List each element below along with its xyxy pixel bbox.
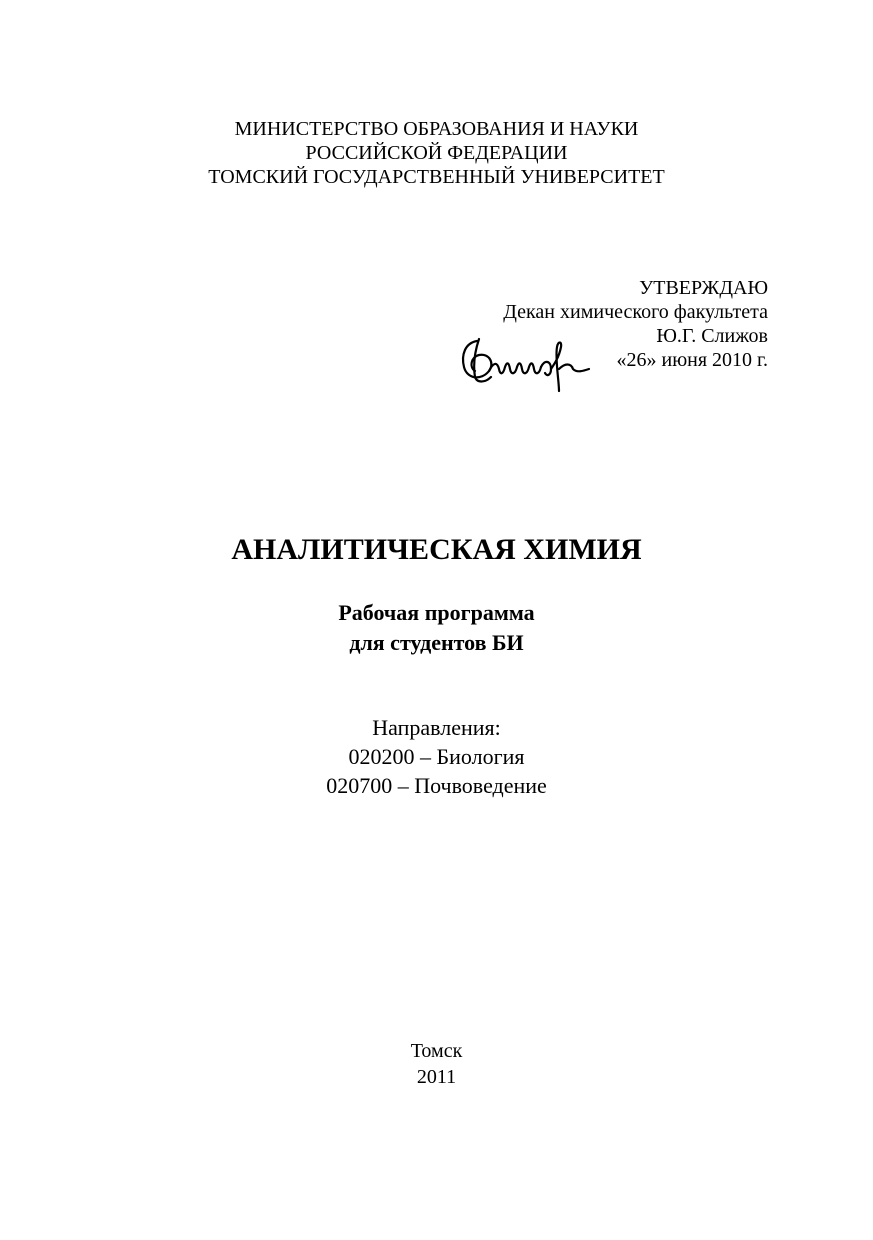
- subtitle-line-students: для студентов БИ: [349, 630, 524, 655]
- directions-label: Направления:: [372, 715, 501, 740]
- footer-year: 2011: [416, 1066, 457, 1088]
- direction-item: 020700 – Почвоведение: [326, 773, 547, 798]
- subtitle-line-program: Рабочая программа: [338, 600, 535, 625]
- direction-item: 020200 – Биология: [348, 744, 525, 769]
- directions-block: [0, 713, 873, 800]
- document-title: АНАЛИТИЧЕСКАЯ ХИМИЯ: [231, 533, 642, 566]
- approval-position: Декан химического факультета: [503, 301, 768, 323]
- handwritten-signature: [455, 333, 595, 395]
- document-subtitle: [0, 598, 873, 658]
- header-line-ministry: МИНИСТЕРСТВО ОБРАЗОВАНИЯ И НАУКИ: [234, 118, 639, 140]
- footer-city: Томск: [410, 1040, 463, 1062]
- approval-date: «26» июня 2010 г.: [616, 349, 768, 371]
- ministry-header: [0, 117, 873, 189]
- header-line-university: ТОМСКИЙ ГОСУДАРСТВЕННЫЙ УНИВЕРСИТЕТ: [208, 166, 665, 188]
- publication-footer: [0, 1038, 873, 1090]
- approval-heading: УТВЕРЖДАЮ: [639, 277, 768, 299]
- header-line-federation: РОССИЙСКОЙ ФЕДЕРАЦИИ: [305, 142, 568, 164]
- approval-name: Ю.Г. Слижов: [656, 325, 768, 347]
